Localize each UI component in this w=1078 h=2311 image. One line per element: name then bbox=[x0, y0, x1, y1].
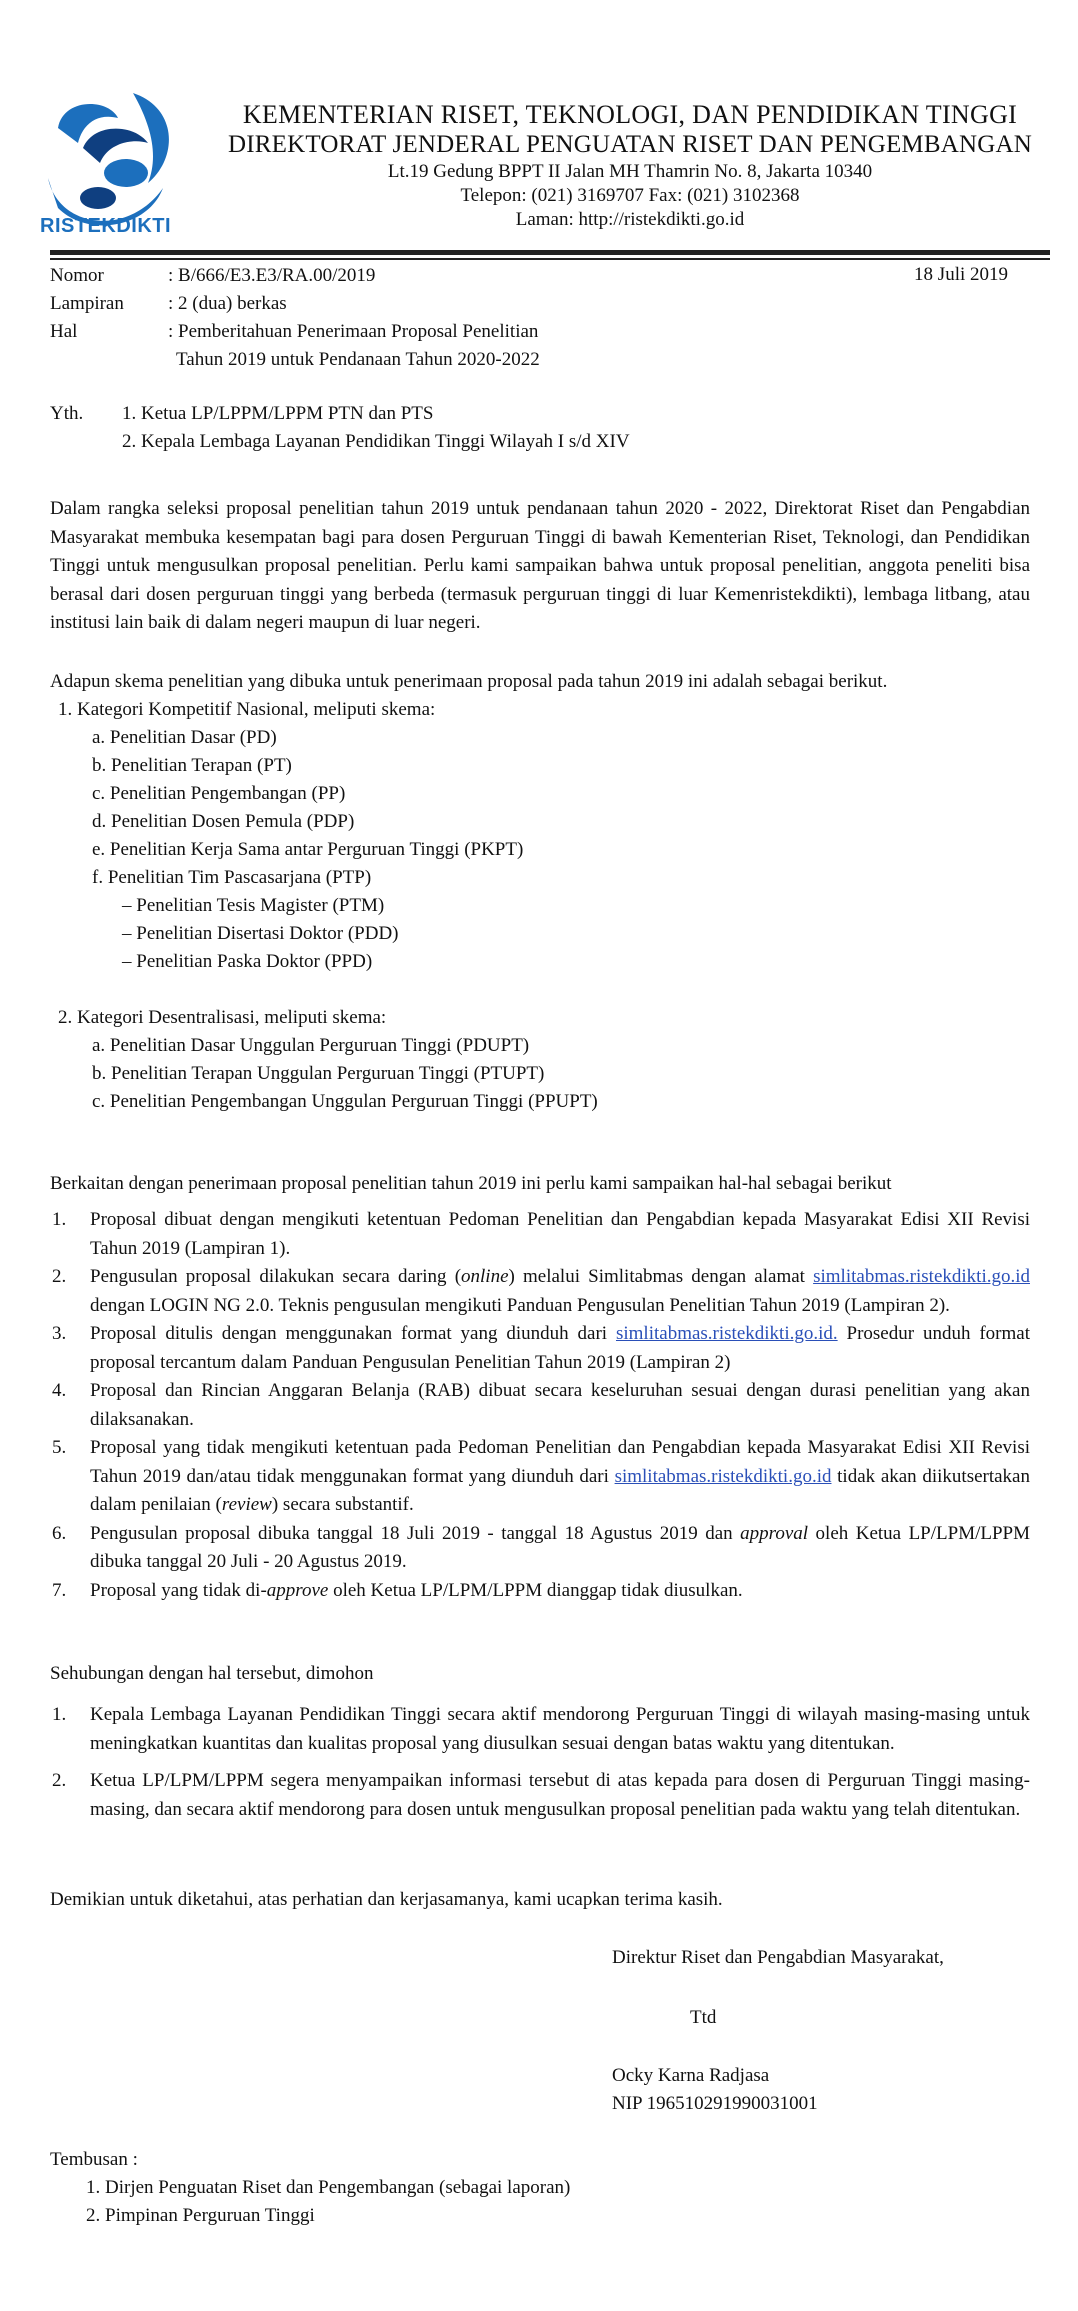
provision-text: Proposal dan Rincian Anggaran Belanja (RAB) dibuat secara keseluruhan sesuai dengan durasi penelitian yang akan dilaksanakan. bbox=[90, 1380, 1030, 1430]
provision-text: Pengusulan proposal dilakukan secara daring (online) melalui Simlitabmas dengan alamat simlitabmas.ristekdikti.go.id dengan LOGIN NG 2.0. Teknis pengusulan mengikuti Panduan Pengusulan Penelitian Tahun 2019 (Lampiran 2). bbox=[90, 1266, 1030, 1316]
request-item bbox=[52, 1700, 1030, 1758]
provision-text: Proposal ditulis dengan menggunakan format yang diunduh dari simlitabmas.ristekdikti.go.id. Prosedur unduh format proposal tercantum dalam Panduan Pengusulan Penelitian Tahun 2019 (Lampiran 2) bbox=[90, 1323, 1030, 1373]
scheme-item: c. Penelitian Pengembangan (PP) bbox=[92, 783, 346, 804]
provision-item bbox=[52, 1520, 1030, 1577]
letterhead-rule-thin bbox=[50, 258, 1050, 260]
provision-text: Proposal yang tidak di-approve oleh Ketua LP/LPM/LPPM dianggap tidak diusulkan. bbox=[90, 1579, 743, 1601]
simlitabmas-link[interactable]: simlitabmas.ristekdikti.go.id bbox=[614, 1465, 832, 1487]
provision-item bbox=[52, 1320, 1030, 1377]
provision-item bbox=[52, 1377, 1030, 1434]
item-number: 4. bbox=[52, 1380, 67, 1401]
letterhead-rule-thick bbox=[50, 250, 1050, 255]
item-number: 2. bbox=[52, 1770, 67, 1791]
signatory-name: Ocky Karna Radjasa bbox=[612, 2065, 770, 2086]
scheme-item: e. Penelitian Kerja Sama antar Perguruan Tinggi (PKPT) bbox=[92, 839, 524, 860]
signatory-nip: NIP 196510291990031001 bbox=[612, 2093, 818, 2114]
hal-label: Hal bbox=[50, 321, 78, 342]
phone-line: Telepon: (021) 3169707 Fax: (021) 3102368 bbox=[460, 185, 800, 206]
item-number: 6. bbox=[52, 1522, 67, 1544]
scheme-item: b. Penelitian Terapan Unggulan Perguruan Tinggi (PTUPT) bbox=[92, 1063, 545, 1084]
category-1-heading: 1. Kategori Kompetitif Nasional, meliputi skema: bbox=[58, 699, 436, 720]
ministry-name: KEMENTERIAN RISET, TEKNOLOGI, DAN PENDIDIKAN TINGGI bbox=[242, 100, 1018, 129]
scheme-subitem: – Penelitian Disertasi Doktor (PDD) bbox=[122, 923, 399, 944]
provision-text: Proposal dibuat dengan mengikuti ketentuan Pedoman Penelitian dan Pengabdian kepada Masyarakat Edisi XII Revisi Tahun 2019 (Lampiran 1). bbox=[90, 1209, 1030, 1259]
signatory-title: Direktur Riset dan Pengabdian Masyarakat, bbox=[612, 1947, 944, 1968]
signature-ttd: Ttd bbox=[690, 2007, 717, 2028]
cc-item: 2. Pimpinan Perguruan Tinggi bbox=[86, 2205, 315, 2226]
nomor-label: Nomor bbox=[50, 265, 104, 286]
simlitabmas-link[interactable]: simlitabmas.ristekdikti.go.id. bbox=[615, 1323, 838, 1344]
provision-text: Pengusulan proposal dibuka tanggal 18 Juli 2019 - tanggal 18 Agustus 2019 dan approval oleh Ketua LP/LPM/LPPM dibuka tanggal 20 Juli - 20 Agustus 2019. bbox=[90, 1522, 1030, 1572]
item-number: 3. bbox=[52, 1323, 67, 1344]
request-item bbox=[52, 1766, 1030, 1824]
intro-paragraph: Dalam rangka seleksi proposal penelitian tahun 2019 untuk pendanaan tahun 2020 - 2022, Direktorat Riset dan Pengabdian Masyarakat membuka kesempatan bagi para dosen Perguruan Tinggi di bawah Kementerian Riset, Teknologi, dan Pendidikan Tinggi untuk mengusulkan proposal penelitian. Perlu kami sampaikan bahwa untuk proposal penelitian, anggota peneliti bisa berasal dari dosen perguruan tinggi yang berbeda (termasuk perguruan tinggi di luar Kemenristekdikti), lembaga litbang, atau institusi lain baik di dalam negeri maupun di luar negeri. bbox=[50, 498, 1030, 633]
hal-value: : Pemberitahuan Penerimaan Proposal Penelitian bbox=[168, 321, 539, 342]
schemes-intro: Adapun skema penelitian yang dibuka untuk penerimaan proposal pada tahun 2019 ini adalah sebagai berikut. bbox=[50, 671, 888, 692]
directorate-name: DIREKTORAT JENDERAL PENGUATAN RISET DAN PENGEMBANGAN bbox=[227, 131, 1032, 158]
scheme-subitem: – Penelitian Tesis Magister (PTM) bbox=[122, 895, 385, 916]
scheme-item: b. Penelitian Terapan (PT) bbox=[92, 755, 292, 776]
item-number: 5. bbox=[52, 1437, 67, 1458]
address-line: Lt.19 Gedung BPPT II Jalan MH Thamrin No. 8, Jakarta 10340 bbox=[387, 161, 873, 182]
requests-list bbox=[52, 1700, 1030, 1824]
scheme-item: a. Penelitian Dasar Unggulan Perguruan Tinggi (PDUPT) bbox=[92, 1035, 530, 1056]
recipient-item: 2. Kepala Lembaga Layanan Pendidikan Tinggi Wilayah I s/d XIV bbox=[122, 431, 630, 452]
scheme-subitem: – Penelitian Paska Doktor (PPD) bbox=[122, 951, 373, 972]
item-number: 1. bbox=[52, 1209, 67, 1230]
request-text: Kepala Lembaga Layanan Pendidikan Tinggi secara aktif mendorong Perguruan Tinggi di wilayah masing-masing untuk meningkatkan kuantitas dan kualitas proposal yang diusulkan sesuai dengan batas waktu yang ditentukan. bbox=[90, 1704, 1030, 1754]
provision-item bbox=[52, 1577, 1030, 1606]
letter-date: 18 Juli 2019 bbox=[914, 264, 1008, 285]
website-line: Laman: http://ristekdikti.go.id bbox=[515, 209, 745, 230]
provisions-list bbox=[52, 1206, 1030, 1605]
provision-text: Proposal yang tidak mengikuti ketentuan pada Pedoman Penelitian dan Pengabdian kepada Masyarakat Edisi XII Revisi Tahun 2019 dan/atau tidak menggunakan format yang diunduh dari simlitabmas.ristekdikti.go.id tidak akan diikutsertakan dalam penilaian (review) secara substantif. bbox=[90, 1437, 1030, 1515]
simlitabmas-link[interactable]: simlitabmas.ristekdikti.go.id bbox=[813, 1266, 1030, 1287]
item-number: 2. bbox=[52, 1266, 67, 1287]
requests-intro: Sehubungan dengan hal tersebut, dimohon bbox=[50, 1663, 374, 1684]
hal-row bbox=[50, 318, 538, 346]
letterhead bbox=[200, 100, 1060, 232]
logo-wordmark: RISTEKDIKTI bbox=[40, 215, 172, 237]
lampiran-value: : 2 (dua) berkas bbox=[168, 293, 287, 314]
cc-item: 1. Dirjen Penguatan Riset dan Pengembangan (sebagai laporan) bbox=[86, 2177, 571, 2198]
closing-sentence: Demikian untuk diketahui, atas perhatian dan kerjasamanya, kami ucapkan terima kasih. bbox=[50, 1889, 723, 1910]
lampiran-row bbox=[50, 290, 287, 318]
scheme-item: a. Penelitian Dasar (PD) bbox=[92, 727, 277, 748]
provision-item bbox=[52, 1206, 1030, 1263]
provisions-intro: Berkaitan dengan penerimaan proposal penelitian tahun 2019 ini perlu kami sampaikan hal-hal sebagai berikut bbox=[50, 1173, 892, 1194]
item-number: 7. bbox=[52, 1579, 67, 1601]
nomor-value: : B/666/E3.E3/RA.00/2019 bbox=[168, 265, 376, 286]
scheme-item: d. Penelitian Dosen Pemula (PDP) bbox=[92, 811, 355, 832]
recipient-item: 1. Ketua LP/LPPM/LPPM PTN dan PTS bbox=[122, 403, 434, 424]
provision-item bbox=[52, 1434, 1030, 1520]
provision-item bbox=[52, 1263, 1030, 1320]
nomor-row bbox=[50, 262, 375, 290]
scheme-item: f. Penelitian Tim Pascasarjana (PTP) bbox=[92, 867, 372, 888]
category-2-heading: 2. Kategori Desentralisasi, meliputi skema: bbox=[58, 1007, 387, 1028]
item-number: 1. bbox=[52, 1704, 67, 1725]
hal-value-continued: Tahun 2019 untuk Pendanaan Tahun 2020-2022 bbox=[176, 349, 540, 370]
recipients-label: Yth. bbox=[50, 403, 84, 424]
lampiran-label: Lampiran bbox=[50, 293, 124, 314]
cc-label: Tembusan : bbox=[50, 2149, 138, 2170]
request-text: Ketua LP/LPM/LPPM segera menyampaikan informasi tersebut di atas kepada para dosen di Perguruan Tinggi masing-masing, dan secara aktif mendorong para dosen untuk mengusulkan proposal penelitian pada waktu yang telah ditentukan. bbox=[90, 1770, 1030, 1820]
scheme-item: c. Penelitian Pengembangan Unggulan Perguruan Tinggi (PPUPT) bbox=[92, 1091, 598, 1112]
